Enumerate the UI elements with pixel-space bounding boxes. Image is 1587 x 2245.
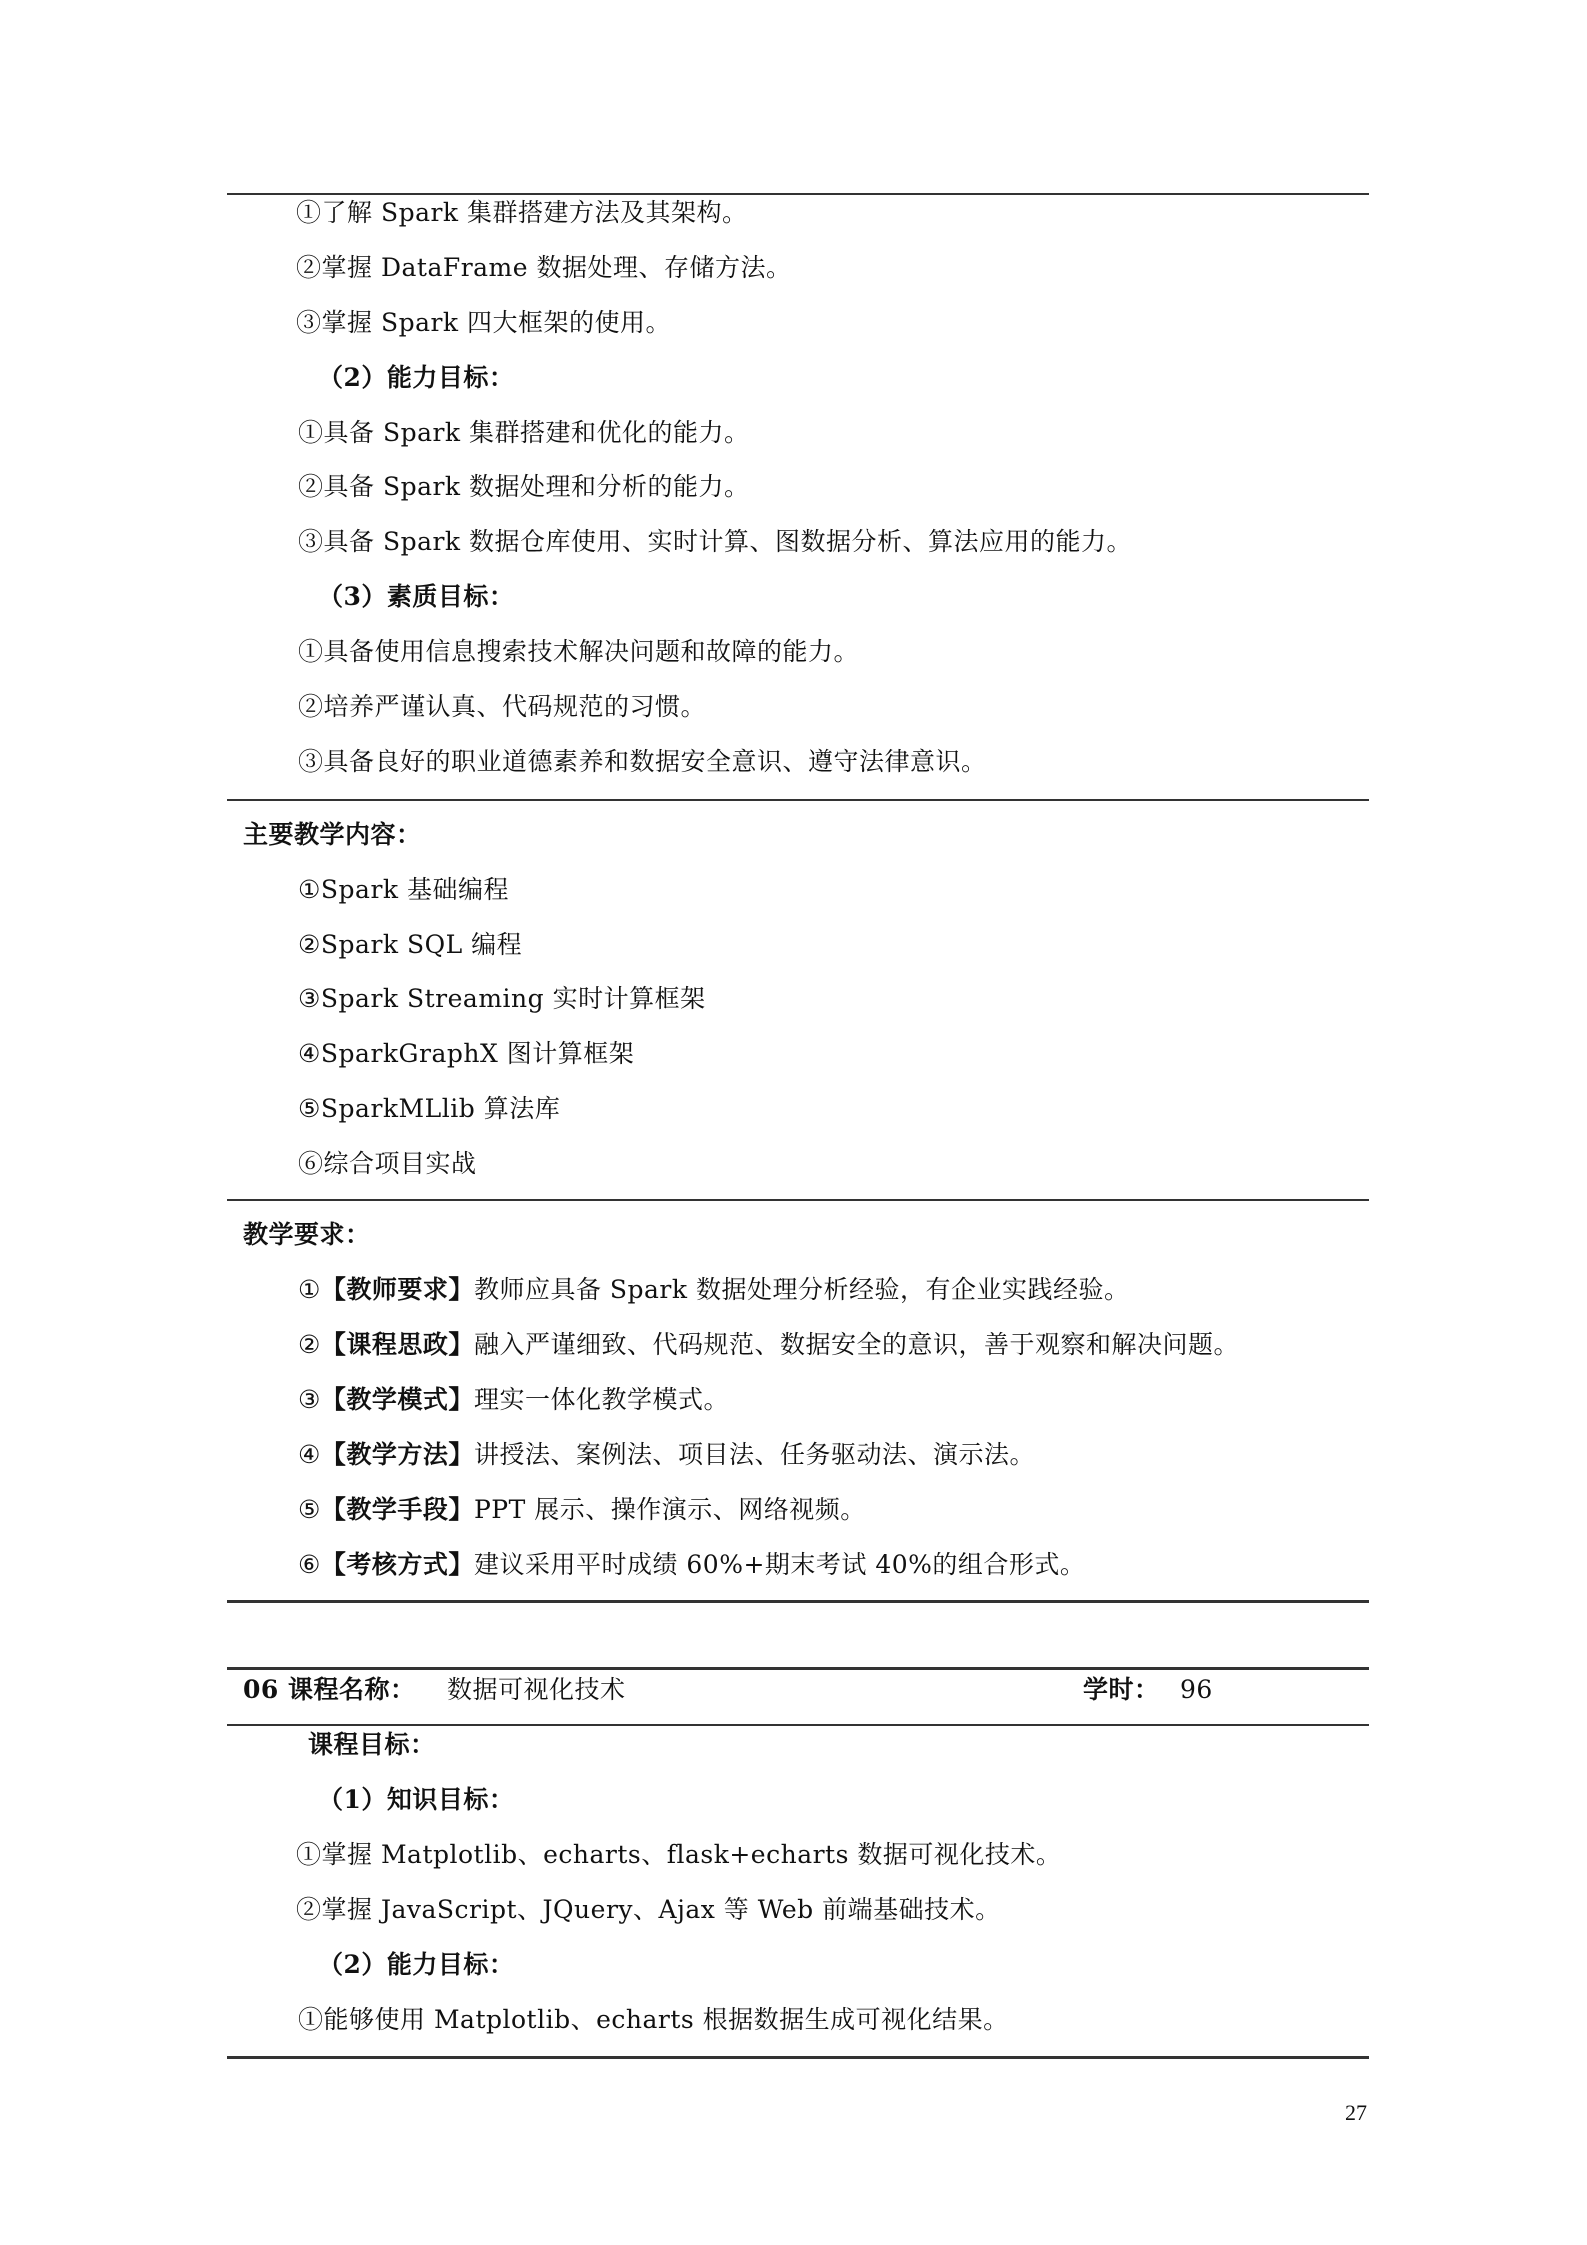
course06-knowledge-item-2: ②掌握 JavaScript、JQuery、Ajax 等 Web 前端基础技术。 (296, 1895, 1001, 1924)
course06-ability-heading: （2）能力目标： (318, 1950, 515, 1979)
requirement-item-3 (298, 1383, 729, 1417)
content-item-6: ⑥综合项目实战 (298, 1149, 477, 1178)
requirement-num: ④ (298, 1440, 321, 1469)
section-divider (227, 799, 1369, 801)
requirements-heading: 教学要求： (243, 1220, 371, 1249)
requirement-text: 理实一体化教学模式。 (473, 1385, 729, 1414)
course06-goals-heading: 课程目标： (308, 1730, 436, 1759)
ability-item-3: ③具备 Spark 数据仓库使用、实时计算、图数据分析、算法应用的能力。 (298, 527, 1133, 556)
requirement-item-4 (298, 1438, 1035, 1472)
content-item-1: ①Spark 基础编程 (298, 875, 509, 904)
requirement-text: PPT 展示、操作演示、网络视频。 (473, 1495, 866, 1524)
ability-item-2: ②具备 Spark 数据处理和分析的能力。 (298, 472, 750, 501)
ability-heading: （2）能力目标： (318, 363, 515, 392)
course06-name: 数据可视化技术 (447, 1675, 626, 1704)
requirement-item-5 (298, 1493, 866, 1527)
requirement-text: 讲授法、案例法、项目法、任务驱动法、演示法。 (473, 1440, 1035, 1469)
content-item-2: ②Spark SQL 编程 (298, 930, 523, 959)
course06-hours-label: 学时： (1083, 1675, 1160, 1704)
course06-hours-value: 96 (1180, 1675, 1213, 1704)
content-item-3: ③Spark Streaming 实时计算框架 (298, 984, 706, 1013)
quality-heading: （3）素质目标： (318, 582, 515, 611)
ability-item-1: ①具备 Spark 集群搭建和优化的能力。 (298, 418, 750, 447)
course06-ability-item-1: ①能够使用 Matplotlib、echarts 根据数据生成可视化结果。 (298, 2005, 1009, 2034)
requirement-tag: 【教师要求】 (320, 1275, 474, 1304)
requirement-num: ① (298, 1275, 321, 1304)
requirement-num: ② (298, 1330, 321, 1359)
requirement-tag: 【教学模式】 (320, 1385, 474, 1414)
course06-header-divider (227, 1724, 1369, 1726)
knowledge-item-1: ①了解 Spark 集群搭建方法及其架构。 (296, 198, 748, 227)
requirement-item-6 (298, 1548, 1085, 1582)
page-number: 27 (1345, 2100, 1367, 2125)
requirement-text: 融入严谨细致、代码规范、数据安全的意识，善于观察和解决问题。 (473, 1330, 1239, 1359)
course06-bottom-rule (227, 2056, 1369, 2059)
quality-item-1: ①具备使用信息搜索技术解决问题和故障的能力。 (298, 637, 860, 666)
requirement-tag: 【教学方法】 (320, 1440, 474, 1469)
table-bottom-rule (227, 1600, 1369, 1603)
quality-item-2: ②培养严谨认真、代码规范的习惯。 (298, 692, 707, 721)
requirement-item-1 (298, 1273, 1129, 1307)
course06-knowledge-item-1: ①掌握 Matplotlib、echarts、flask+echarts 数据可视化技术。 (296, 1840, 1062, 1869)
requirement-text: 教师应具备 Spark 数据处理分析经验，有企业实践经验。 (473, 1275, 1130, 1304)
requirement-tag: 【教学手段】 (320, 1495, 474, 1524)
requirement-tag: 【课程思政】 (320, 1330, 474, 1359)
requirement-text: 建议采用平时成绩 60%+期末考试 40%的组合形式。 (473, 1550, 1086, 1579)
course06-label: 06 课程名称： (243, 1675, 416, 1704)
knowledge-item-3: ③掌握 Spark 四大框架的使用。 (296, 308, 672, 337)
quality-item-3: ③具备良好的职业道德素养和数据安全意识、遵守法律意识。 (298, 747, 987, 776)
requirement-tag: 【考核方式】 (320, 1550, 474, 1579)
content-item-5: ⑤SparkMLlib 算法库 (298, 1094, 561, 1123)
section-divider (227, 1199, 1369, 1201)
requirement-num: ⑥ (298, 1550, 321, 1579)
course06-top-rule (227, 1667, 1369, 1670)
content-heading: 主要教学内容： (243, 820, 422, 849)
course06-knowledge-heading: （1）知识目标： (318, 1785, 515, 1814)
requirement-num: ③ (298, 1385, 321, 1414)
table-top-rule (227, 193, 1369, 195)
knowledge-item-2: ②掌握 DataFrame 数据处理、存储方法。 (296, 253, 792, 282)
requirement-num: ⑤ (298, 1495, 321, 1524)
requirement-item-2 (298, 1328, 1239, 1362)
content-item-4: ④SparkGraphX 图计算框架 (298, 1039, 635, 1068)
